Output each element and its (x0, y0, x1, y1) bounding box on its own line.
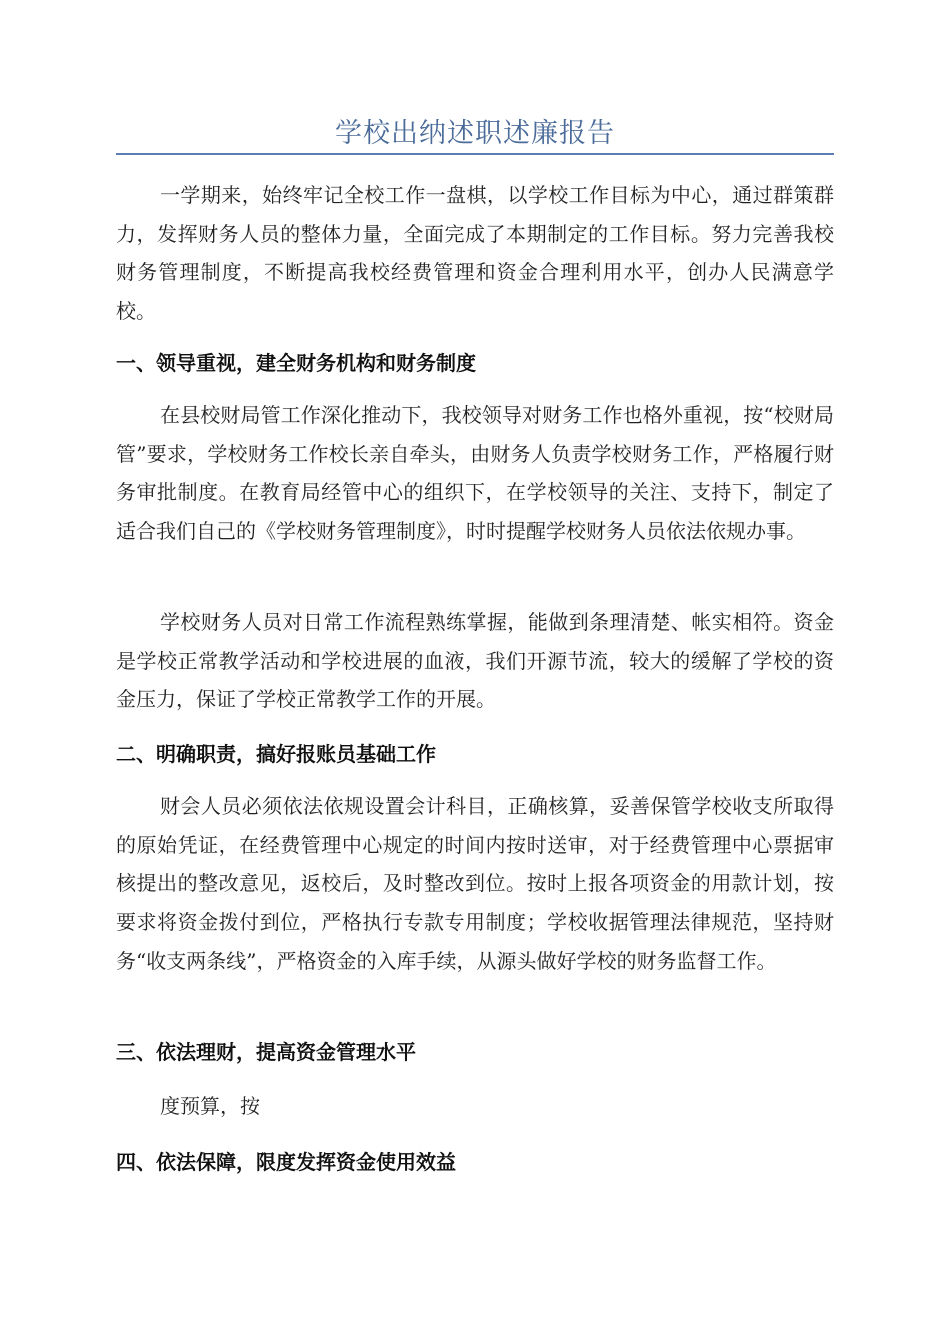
section-3-paragraph-1: 度预算，按 (160, 1094, 260, 1118)
section-heading-3: 三、依法理财，提高资金管理水平 (116, 1040, 416, 1064)
section-heading-1: 一、领导重视，建全财务机构和财务制度 (116, 351, 476, 375)
section-2-paragraph-1: 财会人员必须依法依规设置会计科目，正确核算，妥善保管学校收支所取得的原始凭证，在经费管理中心规定的时间内按时送审，对于经费管理中心票据审核提出的整改意见，返校后，及时整改到位。按时上报各项资金的用款计划，按要求将资金拨付到位，严格执行专款专用制度；学校收据管理法律规范，坚持财务“收支两条线”，严格资金的入库手续，从源头做好学校的财务监督工作。 (116, 794, 834, 973)
section-heading-2: 二、明确职责，搞好报账员基础工作 (116, 742, 436, 766)
intro-paragraph: 一学期来，始终牢记全校工作一盘棋，以学校工作目标为中心，通过群策群力，发挥财务人员的整体力量，全面完成了本期制定的工作目标。努力完善我校财务管理制度，不断提高我校经费管理和资金合理利用水平，创办人民满意学校。 (116, 183, 834, 324)
section-1-paragraph-1: 在县校财局管工作深化推动下，我校领导对财务工作也格外重视，按“校财局管”要求，学校财务工作校长亲自牵头，由财务人负责学校财务工作，严格履行财务审批制度。在教育局经管中心的组织下，在学校领导的关注、支持下，制定了适合我们自己的《学校财务管理制度》，时时提醒学校财务人员依法依规办事。 (116, 403, 834, 544)
document-title: 学校出纳述职述廉报告 (335, 118, 615, 149)
section-heading-4: 四、依法保障，限度发挥资金使用效益 (116, 1150, 456, 1174)
title-underline (116, 153, 834, 155)
section-1-paragraph-2: 学校财务人员对日常工作流程熟练掌握，能做到条理清楚、帐实相符。资金是学校正常教学活动和学校进展的血液，我们开源节流，较大的缓解了学校的资金压力，保证了学校正常教学工作的开展。 (116, 610, 834, 712)
